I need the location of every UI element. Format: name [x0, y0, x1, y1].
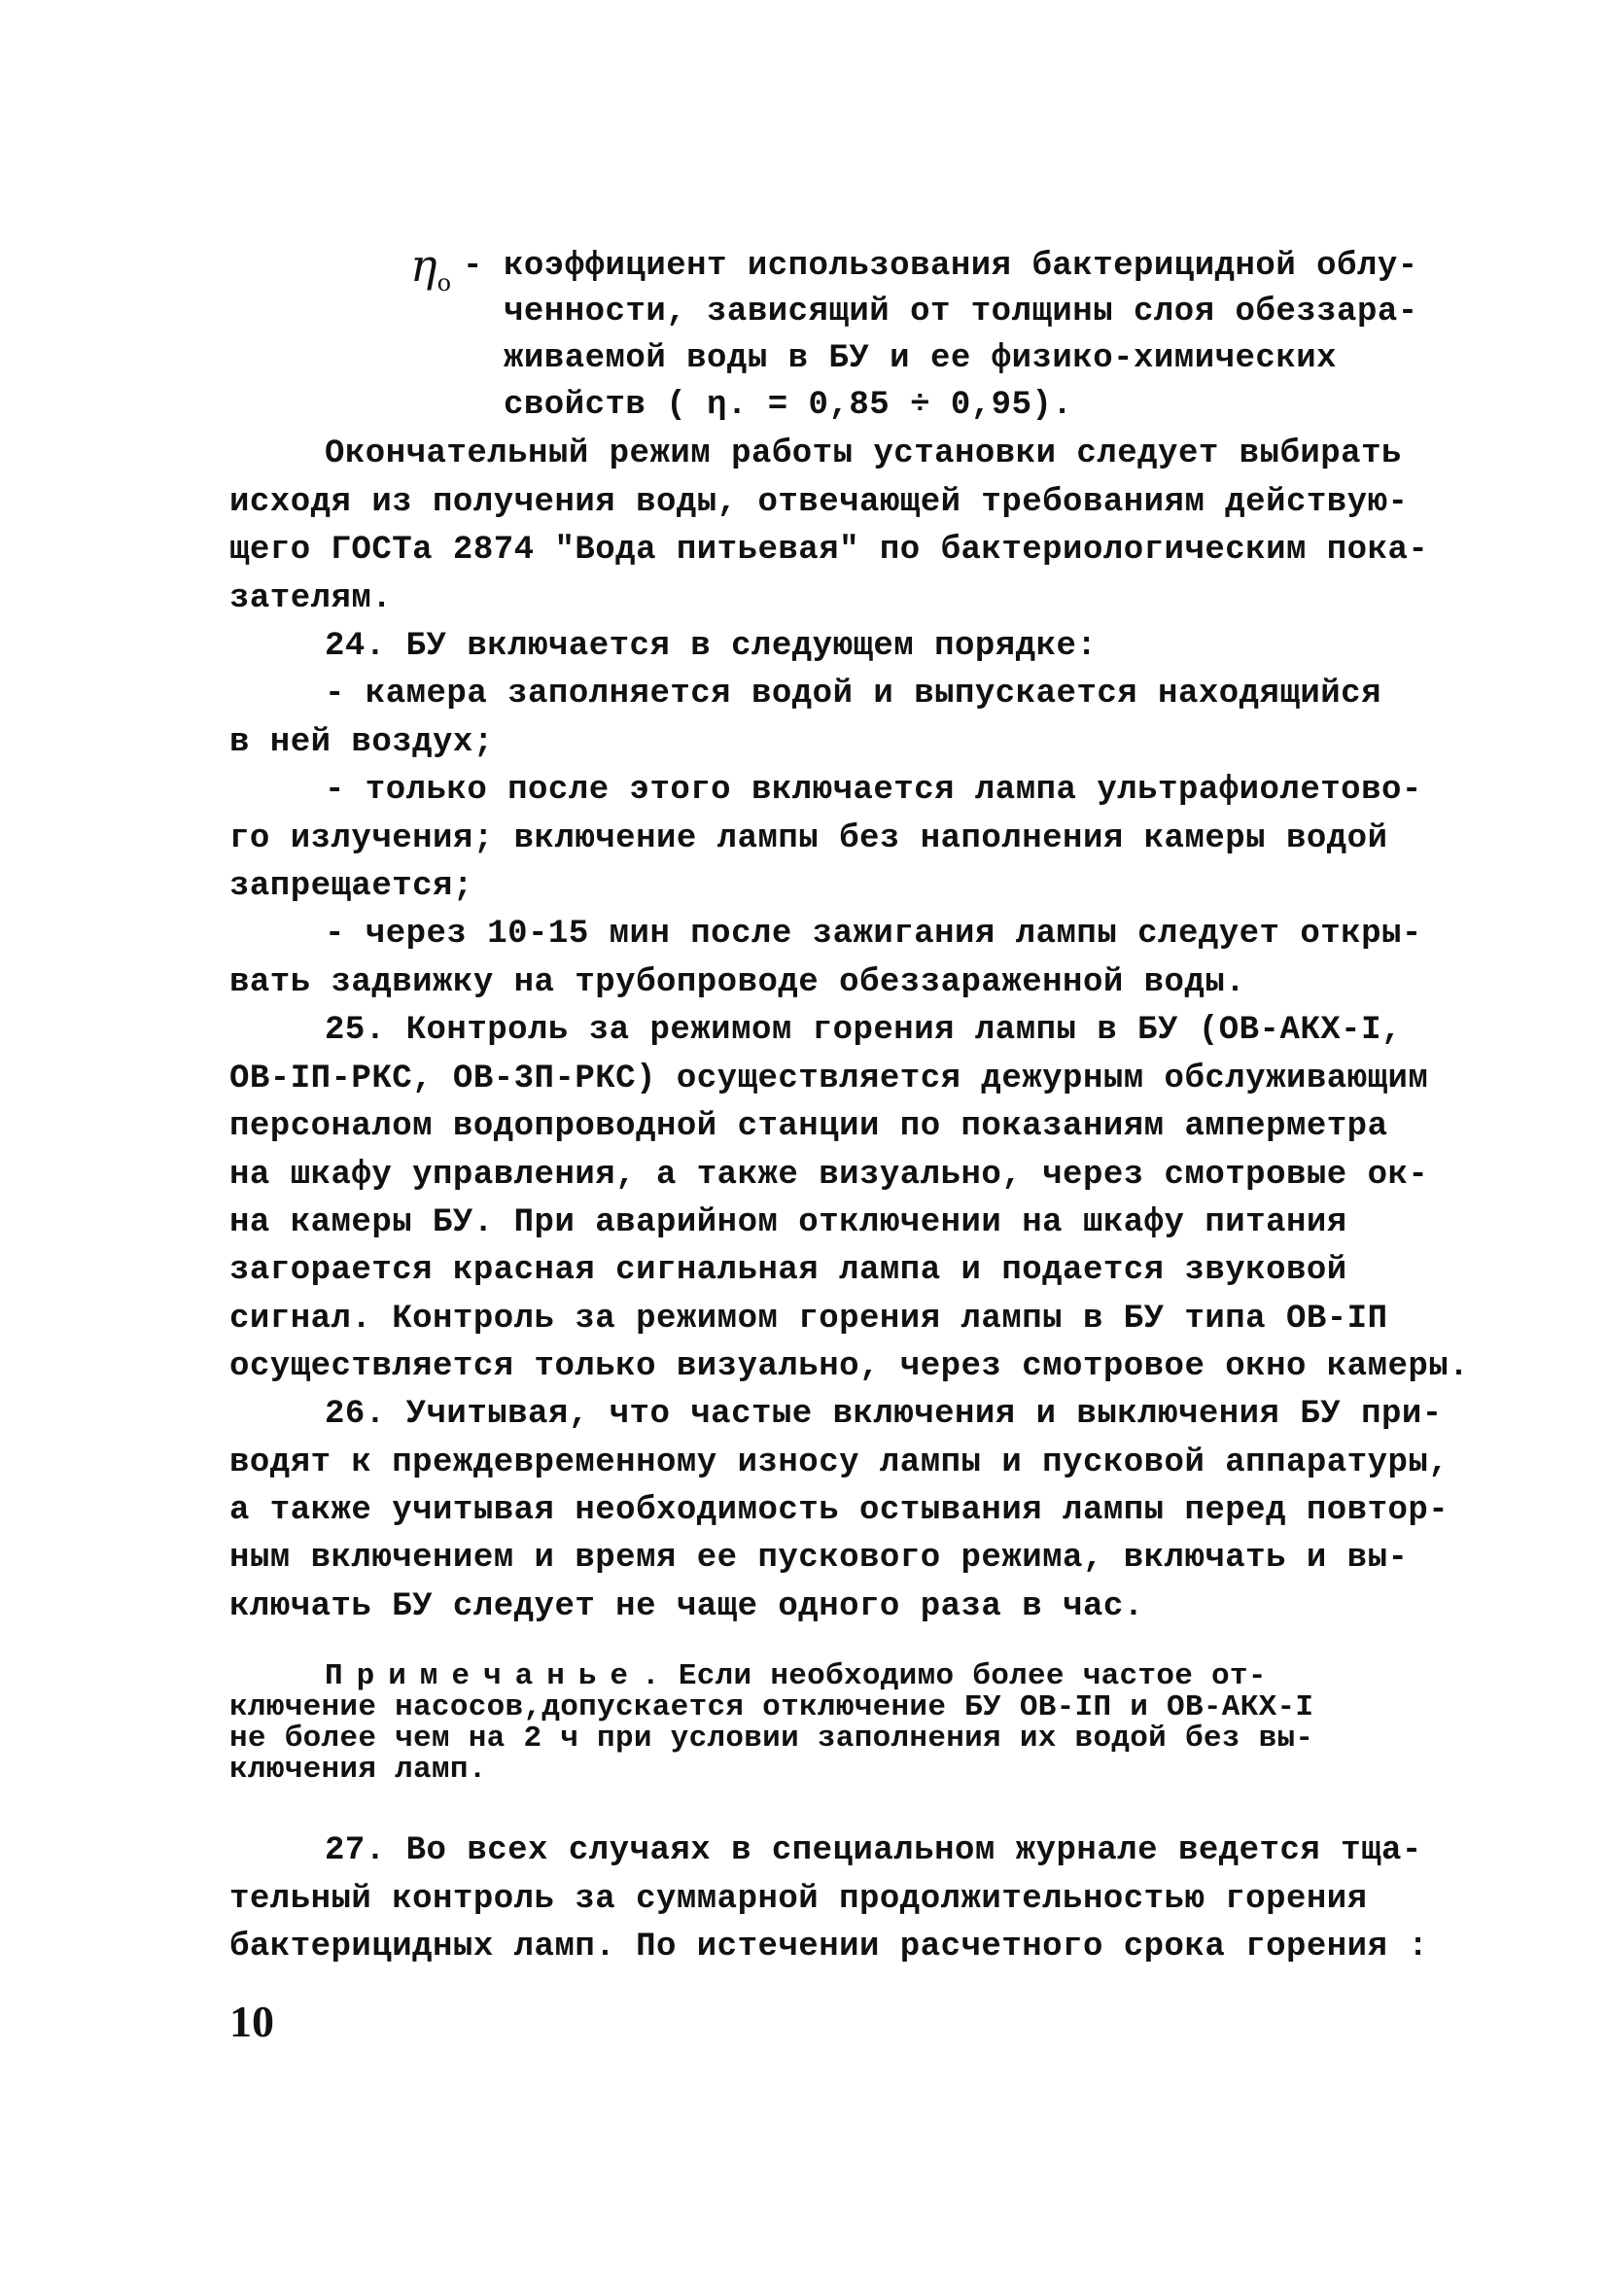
- note-label: Примечанье: [325, 1659, 643, 1693]
- item-24-step-line: го излучения; включение лампы без наполнения камеры водой: [229, 820, 1388, 857]
- item-25-line: на шкафу управления, а также визуально, через смотровые ок-: [229, 1157, 1429, 1194]
- definition-line: живаемой воды в БУ и ее физико-химических: [504, 340, 1338, 377]
- item-25-line: на камеры БУ. При аварийном отключении на шкафу питания: [229, 1204, 1347, 1241]
- definition-line: ченности, зависящий от толщины слоя обеззара-: [504, 294, 1418, 330]
- paragraph-line: зателям.: [229, 580, 393, 617]
- item-26-line: 26. Учитывая, что частые включения и выключения БУ при-: [325, 1396, 1443, 1433]
- item-26-line: ключать БУ следует не чаще одного раза в час.: [229, 1588, 1144, 1625]
- item-24-step-line: - камера заполняется водой и выпускается находящийся: [325, 676, 1381, 713]
- item-24-step-line: в ней воздух;: [229, 724, 494, 761]
- definition-dash: -: [463, 248, 483, 285]
- definition-line: коэффициент использования бактерицидной облу-: [504, 248, 1418, 285]
- note-first-line: [325, 1660, 1267, 1693]
- item-27-line: 27. Во всех случаях в специальном журнале ведется тща-: [325, 1832, 1422, 1869]
- note-line: ключения ламп.: [229, 1753, 487, 1787]
- item-26-line: водят к преждевременному износу лампы и пусковой аппаратуры,: [229, 1444, 1450, 1481]
- item-26-line: а также учитывая необходимость остывания лампы перед повтор-: [229, 1492, 1450, 1529]
- page-number: 10: [229, 1997, 274, 2046]
- paragraph-line: Окончательный режим работы установки следует выбирать: [325, 435, 1402, 472]
- item-24-step-line: - через 10-15 мин после зажигания лампы следует откры-: [325, 916, 1422, 953]
- item-25-line: 25. Контроль за режимом горения лампы в БУ (ОВ-АКХ-I,: [325, 1012, 1402, 1049]
- item-24-step-line: - только после этого включается лампа ультрафиолетово-: [325, 772, 1422, 809]
- paragraph-line: исходя из получения воды, отвечающей требованиям действую-: [229, 484, 1409, 521]
- item-27-line: тельный контроль за суммарной продолжительностью горения: [229, 1881, 1368, 1918]
- item-24-heading: 24. БУ включается в следующем порядке:: [325, 628, 1098, 665]
- note-line: не более чем на 2 ч при условии заполнения их водой без вы-: [229, 1722, 1314, 1756]
- item-24-step-line: запрещается;: [229, 868, 473, 905]
- item-25-line: осуществляется только визуально, через смотровое окно камеры.: [229, 1348, 1470, 1385]
- eta-symbol: $\eta_о$: [410, 239, 452, 297]
- paragraph-line: щего ГОСТа 2874 "Вода питьевая" по бактериологическим пока-: [229, 532, 1429, 569]
- item-25-line: сигнал. Контроль за режимом горения лампы в БУ типа ОВ-IП: [229, 1301, 1388, 1338]
- item-25-line: персоналом водопроводной станции по показаниям амперметра: [229, 1108, 1388, 1145]
- item-24-step-line: вать задвижку на трубопроводе обеззараженной воды.: [229, 964, 1246, 1001]
- item-27-line: бактерицидных ламп. По истечении расчетного срока горения :: [229, 1929, 1429, 1966]
- definition-line: свойств ( η. = 0,85 ÷ 0,95).: [504, 387, 1073, 424]
- note-line: ключение насосов,допускается отключение БУ ОВ-IП и ОВ-АКХ-I: [229, 1690, 1314, 1724]
- note-first-line-rest: . Если необходимо более частое от-: [642, 1659, 1267, 1693]
- item-25-line: загорается красная сигнальная лампа и подается звуковой: [229, 1252, 1347, 1289]
- item-25-line: ОВ-IП-РКС, ОВ-3П-РКС) осуществляется дежурным обслуживающим: [229, 1061, 1429, 1097]
- item-26-line: ным включением и время ее пускового режима, включать и вы-: [229, 1540, 1409, 1577]
